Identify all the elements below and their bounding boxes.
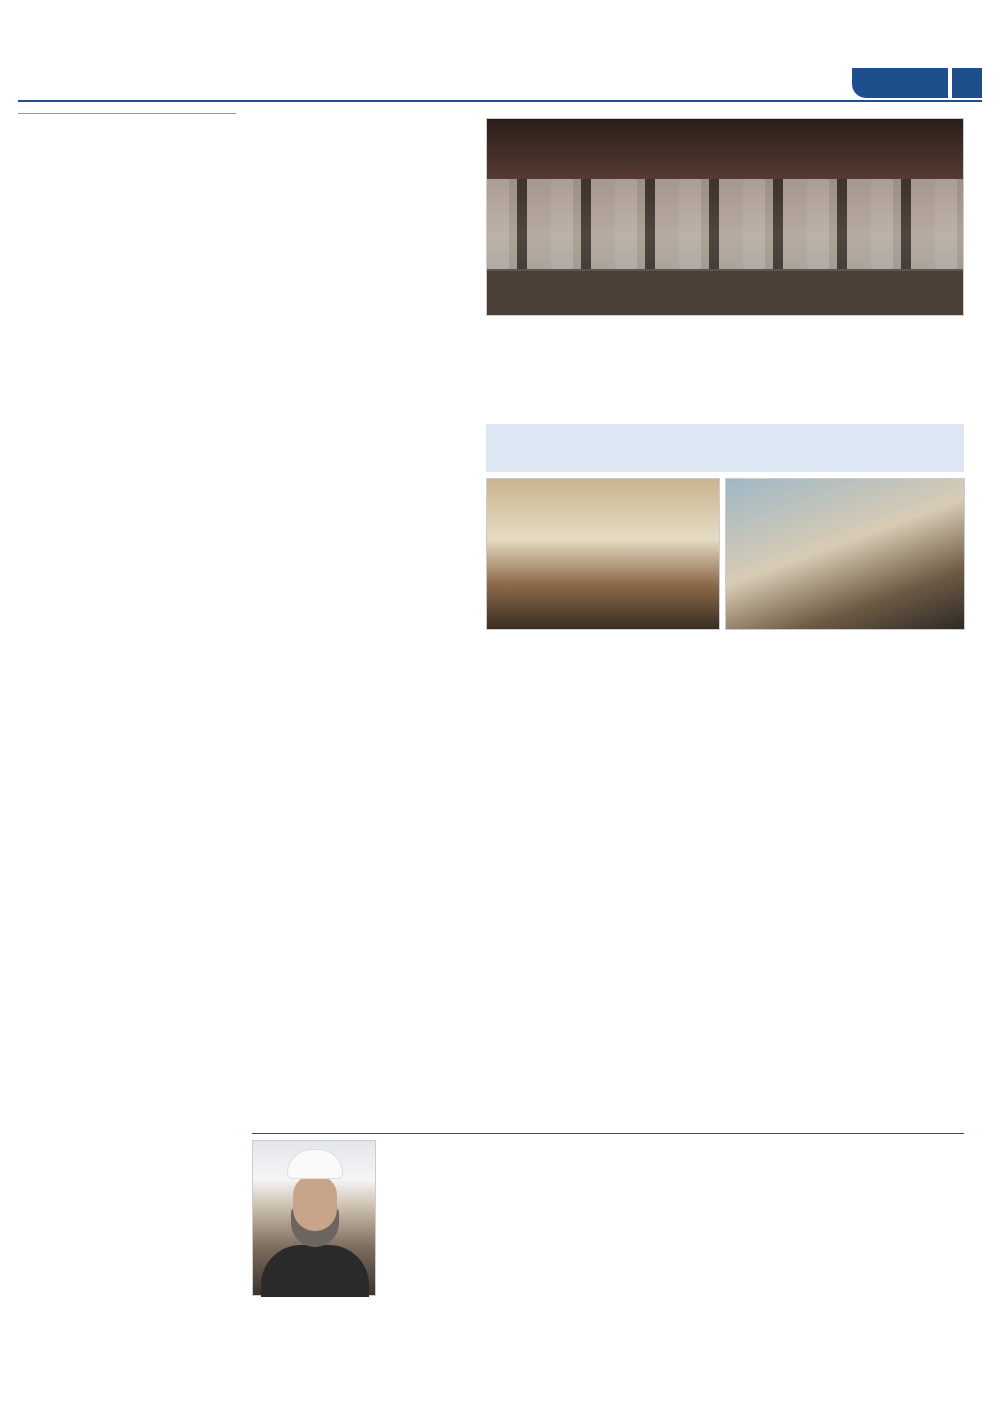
article-column-right — [725, 636, 965, 1126]
bottom-divider — [252, 1133, 964, 1134]
award-photo — [725, 478, 965, 630]
conference-photo — [486, 118, 964, 316]
world-news-sidebar — [18, 92, 236, 1417]
page-number — [952, 68, 982, 98]
cleric-portrait — [252, 1140, 376, 1296]
newspaper-logo — [852, 68, 948, 98]
article-column-left — [252, 118, 480, 1126]
sidebar-title — [18, 92, 236, 114]
article-column-center — [486, 636, 720, 1126]
main-article-lead — [486, 424, 964, 472]
meeting-photo — [486, 478, 720, 630]
